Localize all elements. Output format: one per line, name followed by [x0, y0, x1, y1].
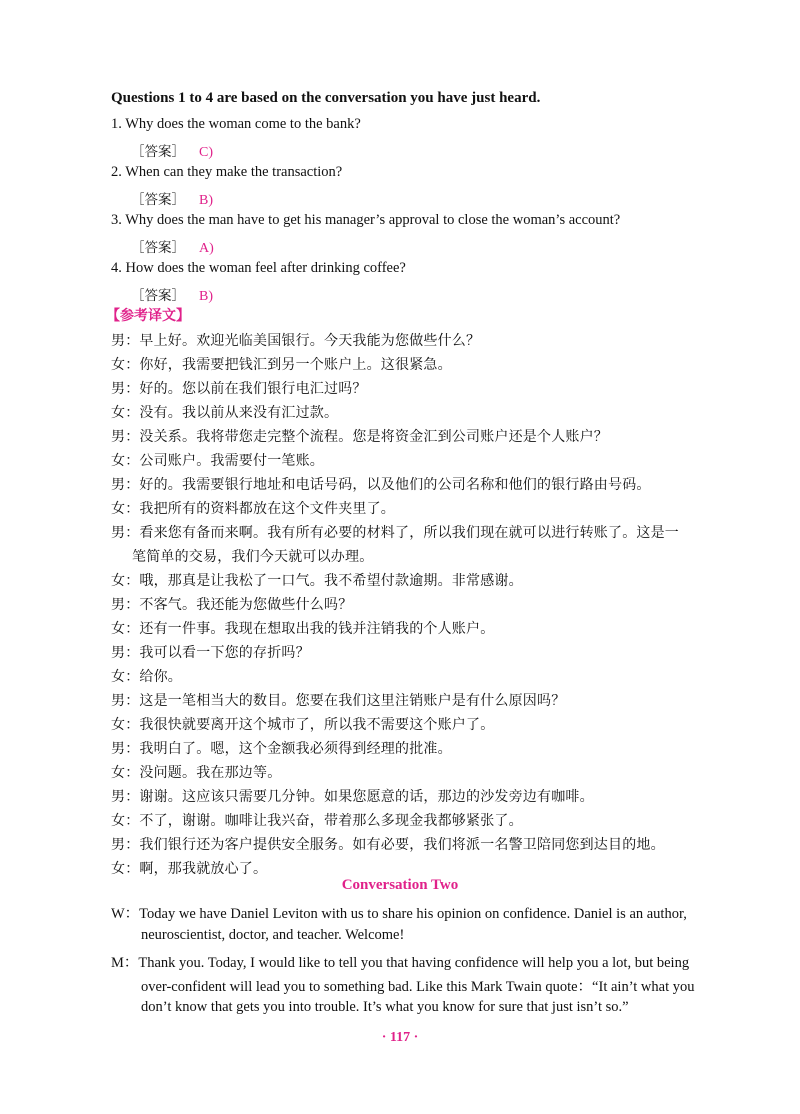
dialogue-line: 女：我把所有的资料都放在这个文件夹里了。: [111, 501, 395, 517]
answer-value: B): [199, 193, 213, 208]
transcript-line-continued: over-confident will lead you to something bad. Like this Mark Twain quote：“It ain’t what you: [141, 979, 695, 995]
question-3: 3. Why does the man have to get his manager’s approval to close the woman’s account?: [111, 212, 621, 228]
answer-label: ［答案］: [131, 192, 185, 208]
dialogue-line: 男：不客气。我还能为您做些什么吗？: [111, 597, 353, 613]
question-1: 1. Why does the woman come to the bank?: [111, 116, 361, 132]
dialogue-line: 女：我很快就要离开这个城市了，所以我不需要这个账户了。: [111, 717, 495, 733]
page-number: · 117 ·: [381, 1030, 419, 1045]
answer-1: [131, 140, 213, 161]
dialogue-line: 男：早上好。欢迎光临美国银行。今天我能为您做些什么？: [111, 333, 481, 349]
dialogue-line: 女：没有。我以前从来没有汇过款。: [111, 405, 339, 421]
answer-label: ［答案］: [131, 288, 185, 304]
dialogue-line: 女：哦，那真是让我松了一口气。我不希望付款逾期。非常感谢。: [111, 573, 523, 589]
dialogue-line: 女：没问题。我在那边等。: [111, 765, 282, 781]
reference-translation-label: 【参考译文】: [106, 308, 190, 324]
dialogue-line: 女：公司账户。我需要付一笔账。: [111, 453, 324, 469]
answer-2: [131, 188, 213, 209]
transcript-line: M：Thank you. Today, I would like to tell you that having confidence will help you a lot, but being: [111, 955, 690, 971]
transcript-line-continued: don’t know that gets you into trouble. It’s what you know for sure that just isn’t so.”: [141, 999, 629, 1015]
dialogue-line: 男：我明白了。嗯，这个金额我必须得到经理的批准。: [111, 741, 452, 757]
answer-value: C): [199, 145, 213, 160]
dialogue-line: 男：谢谢。这应该只需要几分钟。如果您愿意的话，那边的沙发旁边有咖啡。: [111, 789, 594, 805]
transcript-line: W：Today we have Daniel Leviton with us to share his opinion on confidence. Daniel is an author,: [111, 906, 687, 922]
dialogue-line: 女：你好，我需要把钱汇到另一个账户上。这很紧急。: [111, 357, 452, 373]
dialogue-line: 女：啊，那我就放心了。: [111, 861, 268, 877]
dialogue-line: 男：我可以看一下您的存折吗？: [111, 645, 310, 661]
dialogue-line: 男：没关系。我将带您走完整个流程。您是将资金汇到公司账户还是个人账户？: [111, 429, 608, 445]
dialogue-line-continued: 笔简单的交易，我们今天就可以办理。: [132, 549, 374, 565]
answer-4: [131, 284, 213, 305]
dialogue-line: 女：给你。: [111, 669, 182, 685]
dialogue-line: 男：好的。您以前在我们银行电汇过吗？: [111, 381, 367, 397]
dialogue-line: 男：这是一笔相当大的数目。您要在我们这里注销账户是有什么原因吗？: [111, 693, 566, 709]
conversation-two-title: Conversation Two: [341, 877, 459, 893]
answer-3: [131, 236, 214, 257]
question-2: 2. When can they make the transaction?: [111, 164, 343, 180]
question-4: 4. How does the woman feel after drinking coffee?: [111, 260, 406, 276]
answer-value: A): [199, 241, 214, 256]
answer-value: B): [199, 289, 213, 304]
answer-label: ［答案］: [131, 144, 185, 160]
transcript-line-continued: neuroscientist, doctor, and teacher. Welcome!: [141, 927, 405, 943]
dialogue-line: 女：不了，谢谢。咖啡让我兴奋，带着那么多现金我都够紧张了。: [111, 813, 523, 829]
dialogue-line: 女：还有一件事。我现在想取出我的钱并注销我的个人账户。: [111, 621, 495, 637]
dialogue-line: 男：好的。我需要银行地址和电话号码，以及他们的公司名称和他们的银行路由号码。: [111, 477, 651, 493]
answer-label: ［答案］: [131, 240, 185, 256]
dialogue-line: 男：我们银行还为客户提供安全服务。如有必要，我们将派一名警卫陪同您到达目的地。: [111, 837, 665, 853]
questions-heading: Questions 1 to 4 are based on the conversation you have just heard.: [111, 90, 541, 106]
dialogue-line: 男：看来您有备而来啊。我有所有必要的材料了，所以我们现在就可以进行转账了。这是一: [111, 525, 679, 541]
